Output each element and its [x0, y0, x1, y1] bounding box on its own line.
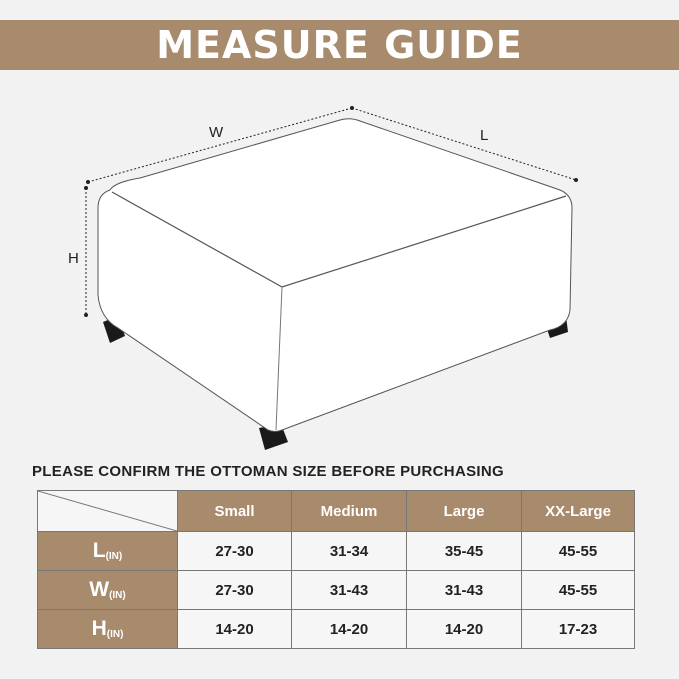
column-header-xx-large: XX-Large — [522, 491, 635, 532]
table-cell: 35-45 — [407, 532, 522, 571]
column-header-small: Small — [178, 491, 292, 532]
table-cell: 17-23 — [522, 610, 635, 649]
ottoman-diagram — [0, 90, 679, 460]
table-cell: 14-20 — [178, 610, 292, 649]
table-cell: 27-30 — [178, 532, 292, 571]
ottoman-body — [98, 119, 572, 432]
table-cell: 31-34 — [292, 532, 407, 571]
length-label: L — [480, 127, 489, 144]
column-header-large: Large — [407, 491, 522, 532]
table-cell: 31-43 — [407, 571, 522, 610]
row-header-height: $H_{(IN)}$ — [38, 610, 178, 649]
row-header-width: $W_{(IN)}$ — [38, 571, 178, 610]
row-header-length: $L_{(IN)}$ — [38, 532, 178, 571]
table-cell: 14-20 — [292, 610, 407, 649]
table-cell: 31-43 — [292, 571, 407, 610]
table-corner-cell — [38, 491, 178, 532]
table-cell: 45-55 — [522, 571, 635, 610]
table-row — [38, 571, 635, 610]
table-cell: 27-30 — [178, 571, 292, 610]
table-row — [38, 610, 635, 649]
table-cell: 14-20 — [407, 610, 522, 649]
table-row — [38, 532, 635, 571]
title-banner — [0, 20, 679, 70]
column-header-medium: Medium — [292, 491, 407, 532]
height-label: H — [68, 250, 79, 267]
size-table — [37, 490, 635, 649]
width-label: W — [209, 124, 224, 141]
table-cell: 45-55 — [522, 532, 635, 571]
table-heading: PLEASE CONFIRM THE OTTOMAN SIZE BEFORE PURCHASING — [32, 463, 504, 480]
page-title: MEASURE GUIDE — [156, 23, 523, 67]
